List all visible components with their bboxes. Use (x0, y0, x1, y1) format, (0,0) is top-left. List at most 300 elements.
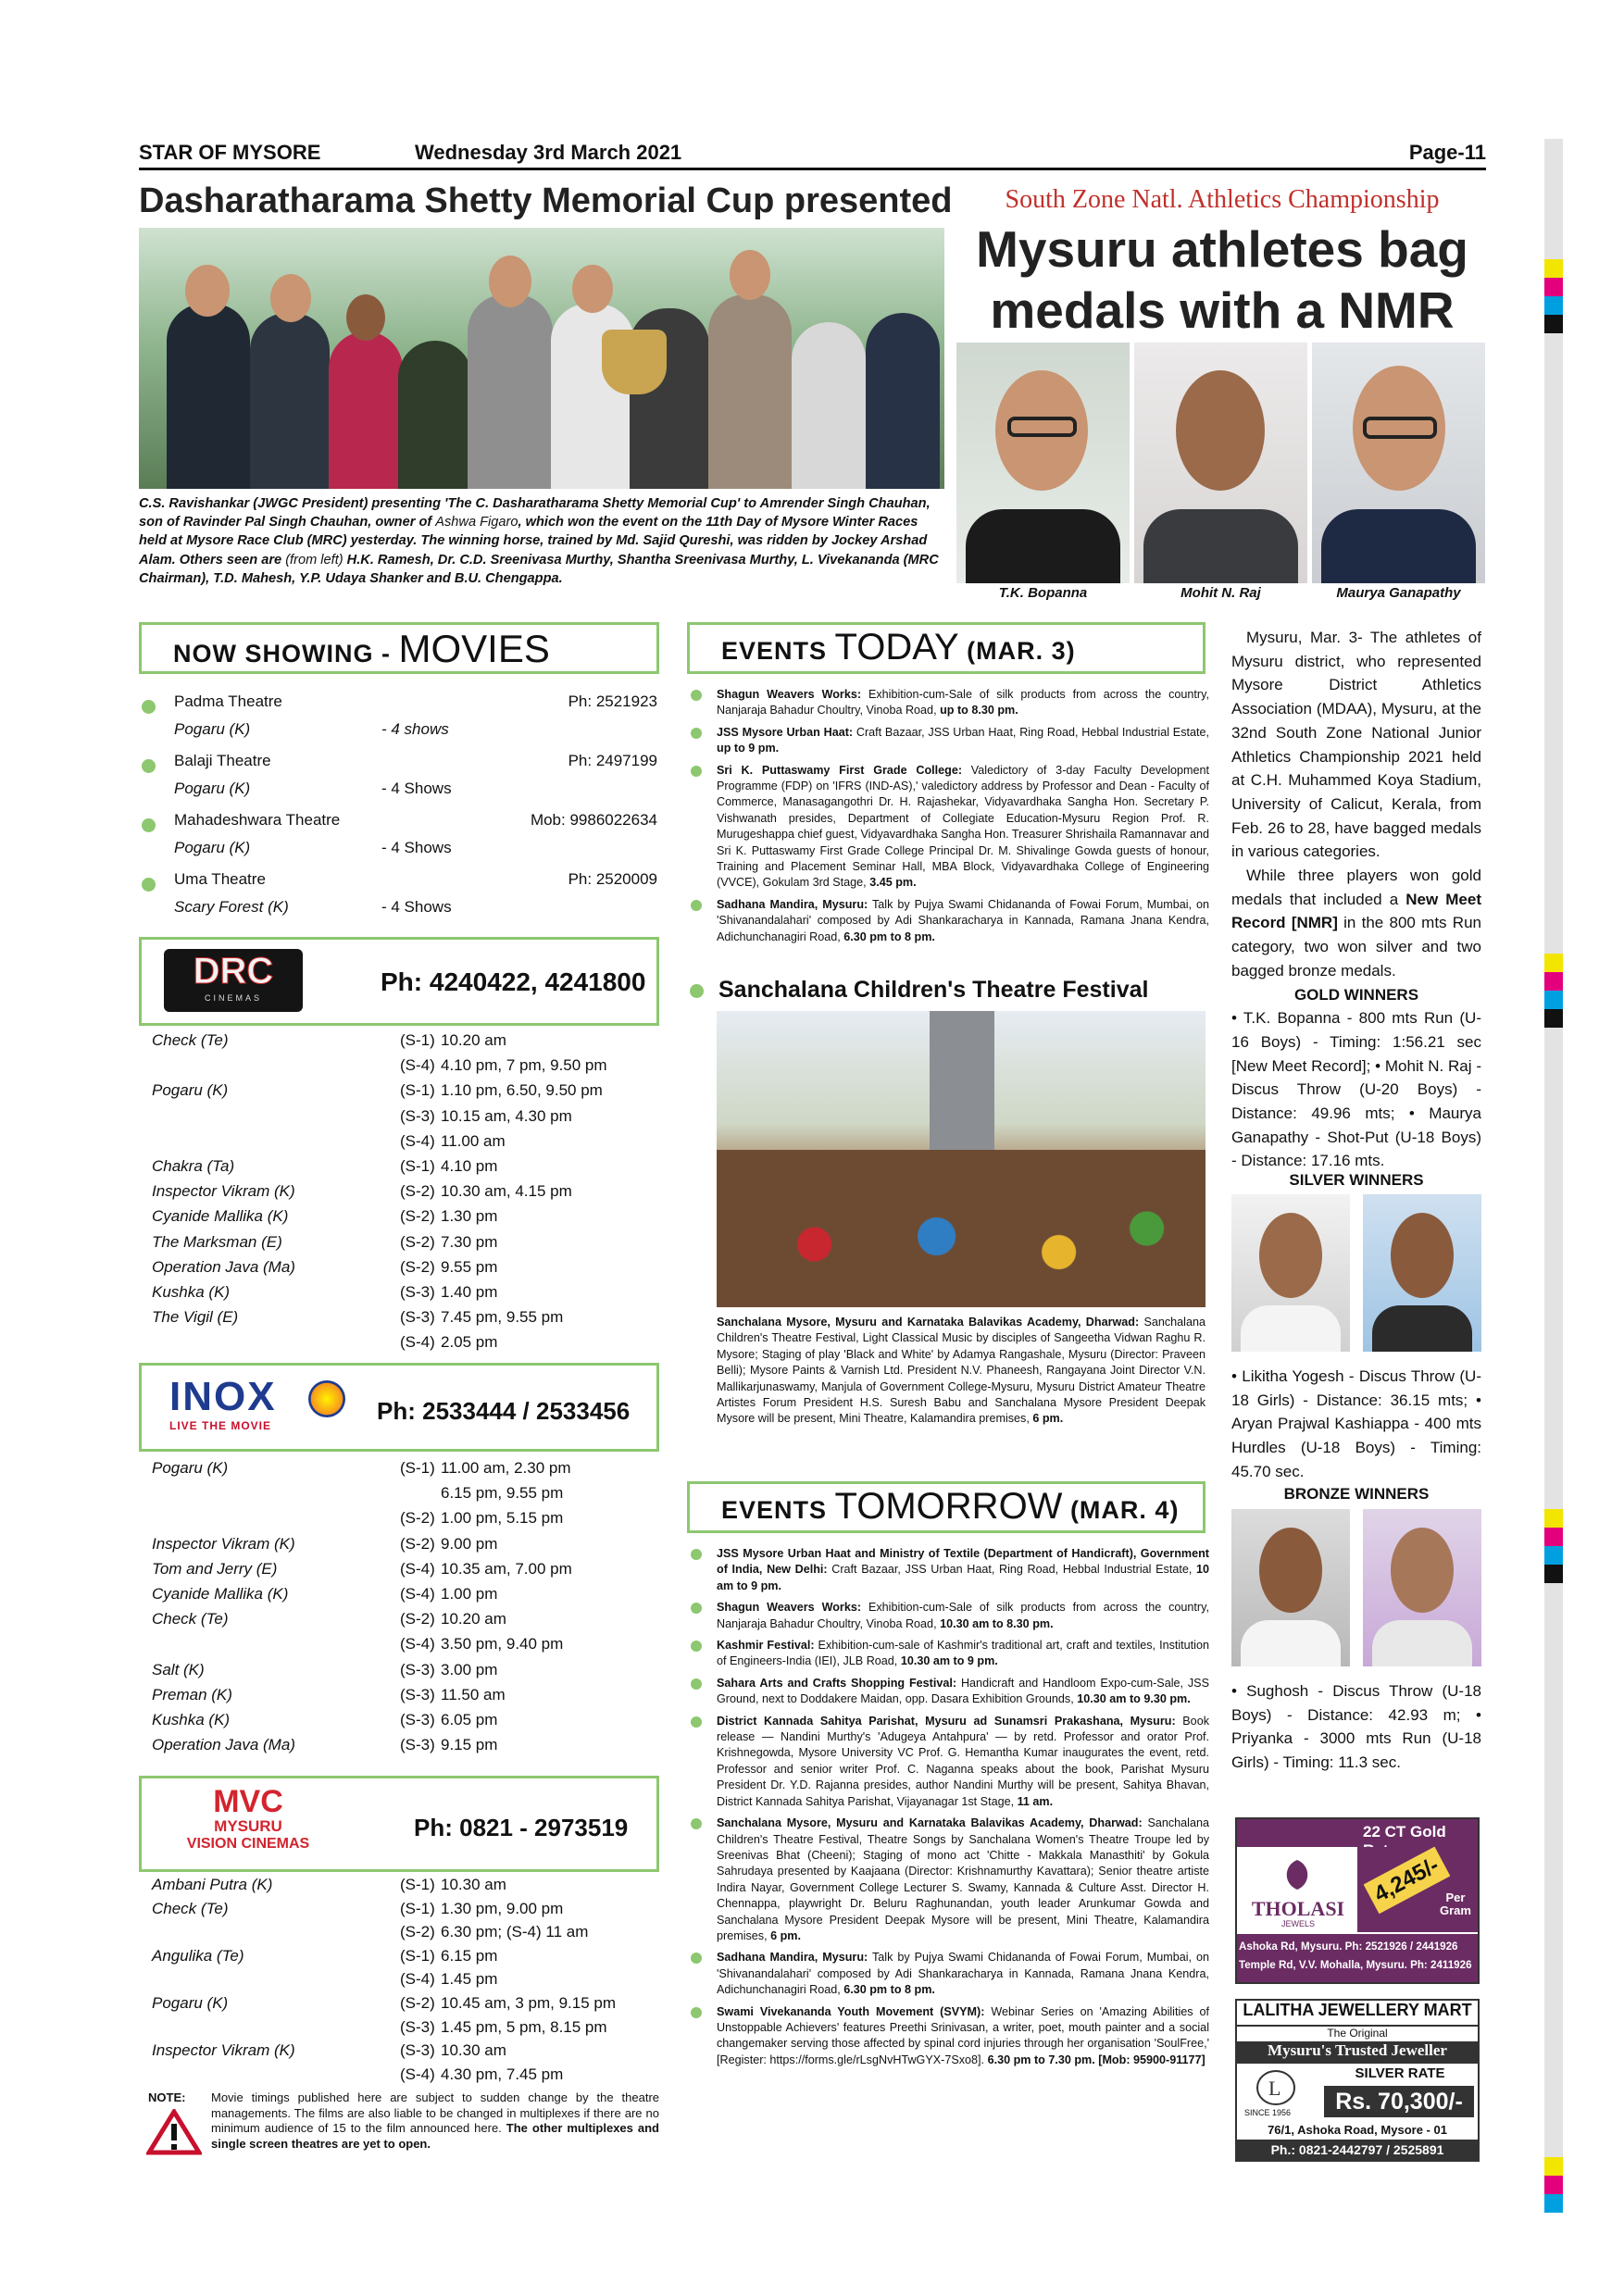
theatre-name: Balaji Theatre (174, 752, 271, 769)
mvc-header (139, 1776, 659, 1872)
magenta-swatch (1544, 1528, 1563, 1546)
silver-winners: • Likitha Yogesh - Discus Throw (U-18 Girls) - Distance: 36.15 mts; • Aryan Prajwal Kashiappa - 400 mts Hurdles (U-18 Boys) - Timing: 45.70 sec. (1231, 1367, 1481, 1480)
show-times: 3.00 pm (441, 1660, 498, 1678)
show-times: 6.30 pm; (S-4) 11 am (441, 1923, 589, 1941)
drc-logo (164, 949, 303, 1012)
event-organizer: Shagun Weavers Works: (717, 1601, 862, 1615)
event-item (687, 763, 1209, 892)
event-item (687, 1676, 1209, 1708)
gold-winners: • T.K. Bopanna - 800 mts Run (U-16 Boys) - Timing: 1:56.21 sec [New Meet Record]; • Mohit N. Raj - Discus Throw (U-20 Boys) - Distance: 49.96 mts; • Maurya Ganapathy - Shot-Put (U-18 Boys) - Distance: 17.16 mts. (1231, 1009, 1481, 1170)
tholasi-ad[interactable] (1235, 1817, 1480, 1984)
showtime-row (139, 1333, 667, 1358)
film-title: Check (Te) (152, 1031, 229, 1049)
lalitha-since: SINCE 1956 (1244, 2108, 1292, 2117)
now-showing-header (139, 622, 659, 674)
sanchalana-title: Sanchalana Children's Theatre Festival (718, 977, 1149, 1003)
events-today-list (687, 687, 1209, 951)
film-title: Preman (K) (152, 1685, 232, 1703)
showtime-row (139, 1258, 667, 1283)
film-title: Operation Java (Ma) (152, 1257, 295, 1276)
inox-header (139, 1363, 659, 1452)
show-times: 1.30 pm, 9.00 pm (441, 1899, 564, 1917)
screen-number: (S-4) (400, 1559, 435, 1578)
event-details: Talk by Pujya Swami Chidananda of Fowai Forum, Mumbai, on 'Shivanandalahari' composed by Adi Shankaracharya in Kannada, Ramana Jnana Kendra, Adichunchanagiri Road, (717, 1951, 1209, 1997)
note-label: NOTE: (148, 2090, 186, 2104)
bronze-winners: • Sughosh - Discus Throw (U-18 Boys) - Distance: 42.93 m; • Priyanka - 3000 mts Run (U-18 Girls) - Timing: 11.3 sec. (1231, 1682, 1481, 1772)
screen-number: (S-1) (400, 1459, 435, 1477)
show-times: 7.30 pm (441, 1232, 498, 1251)
show-times: 1.00 pm (441, 1585, 498, 1603)
showtime-row (139, 1107, 667, 1132)
event-item (687, 1714, 1209, 1810)
screen-number: (S-1) (400, 1031, 435, 1049)
black-swatch (1544, 1009, 1563, 1028)
bullet-icon (691, 1716, 702, 1728)
event-organizer: Sadhana Mandira, Mysuru: (717, 1951, 868, 1965)
film-title: Pogaru (K) (152, 1459, 229, 1477)
event-details: Exhibition-cum-Sale of silk products from across the country, Nanjaraja Bahadur Choultry, Vinoba Road, (717, 1601, 1209, 1630)
silver-winners-heading: SILVER WINNERS (1289, 1171, 1424, 1189)
yellow-swatch (1544, 259, 1563, 278)
theatre-name: Uma Theatre (174, 870, 266, 888)
yellow-swatch (1544, 954, 1563, 972)
screen-number: (S-1) (400, 1876, 435, 1893)
screen-number: (S-4) (400, 1333, 435, 1352)
film-title: Cyanide Mallika (K) (152, 1207, 289, 1226)
events-tomorrow-header (687, 1481, 1206, 1533)
event-item (687, 1950, 1209, 1998)
event-organizer: Swami Vivekananda Youth Movement (SVYM): (717, 2004, 985, 2018)
today-label: TODAY (834, 627, 959, 668)
event-item (687, 1546, 1209, 1594)
show-times: 1.40 pm (441, 1283, 498, 1301)
event-time: 11 am. (1017, 1794, 1054, 1808)
film-title: Pogaru (K) (152, 1994, 229, 2012)
show-times: 1.10 pm, 6.50, 9.50 pm (441, 1081, 603, 1100)
yellow-swatch (1544, 1509, 1563, 1528)
showtime-row (139, 1459, 667, 1484)
magenta-swatch (1544, 2176, 1563, 2194)
screen-number: (S-1) (400, 1946, 435, 1965)
film-title: The Vigil (E) (152, 1308, 239, 1327)
screen-number: (S-2) (400, 1994, 435, 2012)
showtime-row (139, 1081, 667, 1106)
film-title: Inspector Vikram (K) (152, 1534, 295, 1553)
bronze-photo-priyanka (1363, 1509, 1481, 1666)
mvc-logo-sub: MYSURU (214, 1817, 282, 1835)
gold-winners-heading: GOLD WINNERS (1293, 985, 1419, 1004)
magenta-swatch (1544, 972, 1563, 991)
bullet-icon (691, 766, 702, 777)
film-title: Pogaru (K) (152, 1081, 229, 1100)
cup-presentation-photo (139, 228, 944, 489)
show-times: 9.00 pm (441, 1534, 498, 1553)
screen-number: (S-3) (400, 1106, 435, 1125)
event-details: Craft Bazaar, JSS Urban Haat, Ring Road, Hebbal Industrial Estate, (827, 1563, 1196, 1577)
event-organizer: Sanchalana Mysore, Mysuru and Karnataka Balavikas Academy, Dharwad: (717, 1816, 1143, 1830)
event-time: 10.30 am to 9.30 pm. (1077, 1692, 1191, 1706)
screen-number: (S-2) (400, 1182, 435, 1201)
screen-number: (S-2) (400, 1923, 435, 1941)
event-time: 6.30 pm to 7.30 pm. [Mob: 95900-91177] (987, 2053, 1206, 2066)
gold-rate-value: 4,245/- (1364, 1847, 1450, 1914)
event-details: Handicraft and Handloom Expo-cum-Sale, JSS Ground, next to Doddakere Maidan, opp. Dasara Exhibition Grounds, (717, 1676, 1209, 1706)
event-details: Exhibition-cum-Sale of silk products from across the country, Nanjaraja Bahadur Choultry, Vinoba Road, (717, 688, 1209, 718)
gold-rate-heading: 22 CT Gold (1363, 1823, 1446, 1841)
event-organizer: Sri K. Puttaswamy First Grade College: (717, 763, 963, 777)
showtime-row (139, 1132, 667, 1157)
show-count: - 4 Shows (381, 898, 452, 916)
show-times: 3.50 pm, 9.40 pm (441, 1635, 564, 1653)
bullet-icon (691, 1818, 702, 1829)
lalitha-address: 76/1, Ashoka Road, Mysore - 01 (1268, 2123, 1447, 2137)
inox-phone: Ph: 2533444 / 2533456 (377, 1397, 631, 1425)
event-time: up to 8.30 pm. (940, 704, 1018, 718)
athlete-photo-mohit (1134, 343, 1307, 583)
svg-text:L: L (1268, 2077, 1281, 2100)
athlete-name: Mohit N. Raj (1181, 585, 1261, 601)
bullet-icon (691, 1678, 702, 1690)
mvc-logo-text: MVC (213, 1784, 283, 1819)
event-time: 10 am to 9 pm. (717, 1563, 1209, 1592)
show-times: 6.15 pm (441, 1946, 498, 1965)
cyan-swatch (1544, 2194, 1563, 2213)
show-times: 9.15 pm (441, 1736, 498, 1754)
show-times: 10.35 am, 7.00 pm (441, 1559, 572, 1578)
film-title: Check (Te) (152, 1899, 229, 1917)
show-times: 7.45 pm, 9.55 pm (441, 1308, 564, 1327)
lalitha-ad[interactable] (1235, 1999, 1480, 2162)
showtime-row (139, 1207, 667, 1232)
lead-headline: Dasharatharama Shetty Memorial Cup presented (139, 181, 953, 220)
screen-number: (S-2) (400, 1509, 435, 1528)
showtime-row (139, 1947, 667, 1971)
event-organizer: JSS Mysore Urban Haat: (717, 725, 854, 739)
athlete-photo-maurya (1312, 343, 1485, 583)
showtime-row (139, 1876, 667, 1900)
showtime-row (139, 1970, 667, 1994)
movie-title: Pogaru (K) (174, 780, 251, 797)
screen-number: (S-2) (400, 1207, 435, 1226)
show-times: 6.05 pm (441, 1711, 498, 1728)
screen-number: (S-3) (400, 1283, 435, 1301)
sanchalana-caption: Sanchalana Mysore, Mysuru and Karnataka Balavikas Academy, Dharwad: Sanchalana Children's Theatre Festival, Light Classical Music by disciples of Sangeetha Vidwan Raghu R. Mysore; Staging of play 'Black and White' by Adamya Rangashale, Mysuru (Director: Praveen Belli); Mysore Paints & Varnish Ltd. President N.V. Phaneesh, Rangayana Joint Director V.N. Mallikarjunaswamy, Manjula of Government College-Mysuru, Mysuru District Amateur Theatre Artistes Forum President H.S. Suresh Babu and Sanchalana Mysore President Deepak Mysore will be present, Mini Theatre, Kalamandira premises, 6 pm. (717, 1316, 1206, 1426)
cyan-swatch (1544, 296, 1563, 315)
event-organizer: Sadhana Mandira, Mysuru: (717, 897, 868, 911)
film-title: Inspector Vikram (K) (152, 1182, 295, 1201)
bullet-icon (691, 1549, 702, 1560)
screen-number: (S-3) (400, 1308, 435, 1327)
show-times: 10.20 am (441, 1031, 506, 1049)
screen-number: (S-3) (400, 2041, 435, 2060)
show-times: 4.10 pm (441, 1157, 498, 1175)
showtime-row (139, 2041, 667, 2065)
show-times: 11.00 am (441, 1131, 506, 1150)
show-times: 10.15 am, 4.30 pm (441, 1106, 572, 1125)
note-text: Movie timings published here are subject to sudden change by the theatre managements. The films are also liable to be changed in multiplexes if there are no minimum audience of 15 to the film announced here. The other multiplexes and single screen theatres are yet to open. (211, 2090, 659, 2151)
theatre-phone: Ph: 2520009 (568, 870, 657, 888)
drc-phone: Ph: 4240422, 4241800 (381, 967, 646, 996)
events-label: EVENTS (721, 637, 835, 665)
athletics-para: Mysuru, Mar. 3- The athletes of Mysuru district, who represented Mysore District Athletics Association (MDAA), Mysuru, at the 32nd South Zone National Junior Athletics Championship 2021 held at C.H. Muhammed Koya Stadium, University of Calicut, Kerala, from Feb. 26 to 28, have bagged medals in various categories. (1231, 629, 1481, 861)
showtime-row (139, 1900, 667, 1924)
showtime-row (139, 1509, 667, 1534)
mvc-logo (169, 1786, 327, 1867)
event-item (687, 897, 1209, 945)
drc-header (139, 937, 659, 1026)
screen-number: (S-3) (400, 1736, 435, 1754)
print-registration-strip (1544, 139, 1563, 2213)
tholasi-address: Ashoka Rd, Mysuru. Ph: 2521926 / 2441926 (1239, 1940, 1458, 1953)
showtime-row (139, 1585, 667, 1610)
show-times: 11.00 am, 2.30 pm (441, 1459, 571, 1477)
show-times: 1.00 pm, 5.15 pm (441, 1509, 564, 1528)
athletics-headline: Mysuru athletes bag medals with a NMR (976, 220, 1468, 339)
showtime-row (139, 1283, 667, 1308)
event-time: 6.30 pm to 8 pm. (843, 930, 935, 943)
lead-caption: C.S. Ravishankar (JWGC President) presenting 'The C. Dasharatharama Shetty Memorial Cup' to Amrender Singh Chauhan, son of Ravinder Pal Singh Chauhan, owner of Ashwa Figaro, which won the event on the 11th Day of Mysore Winter Races held at Mysore Race Club (MRC) yesterday. The winning horse, trained by Md. Sajid Qureshi, was ridden by Jockey Arshad Alam. Others seen are (from left) H.K. Ramesh, Dr. C.D. Sreenivasa Murthy, Shantha Sreenivasa Murthy, L. Vivekananda (MRC Chairman), T.D. Mahesh, Y.P. Udaya Shanker and B.U. Chengappa. (139, 496, 939, 586)
event-details: Sanchalana Children's Theatre Festival, Theatre Songs by Sanchalana Women's Theatre Troupe led by Sreenivas Bhat (Cheeni); Staging of mono act 'Chitte - Makkala Manasthiti' by Gokula Sahrudaya presented by Kaajaana (Director: Krishnamurthy Kavattara); Senior theatre artiste Indira Nayar, Government College Lecturer S. Swamy, Kannada & Culture Asst. Director H. Chennappa, playwright Dr. Beluru Raghunandan, youth leader Arunkumar Gowda and Sanchalana Mysore President Deepak Mysore will be present, Mini Theatre, Kalamandira premises, (717, 1816, 1209, 1942)
lalitha-tagline: Mysuru's Trusted Jeweller (1237, 2041, 1478, 2064)
show-times: 10.45 am, 3 pm, 9.15 pm (441, 1994, 616, 2012)
issue-date: Wednesday 3rd March 2021 (415, 141, 682, 164)
lalitha-name: LALITHA JEWELLERY MART (1237, 2001, 1478, 2027)
showtime-row (139, 1923, 667, 1947)
showtime-row (139, 1736, 667, 1761)
event-time: 3.45 pm. (869, 876, 917, 890)
showtime-row (139, 1635, 667, 1660)
showtime-row (139, 1610, 667, 1635)
event-time: 10.30 am to 8.30 pm. (940, 1616, 1054, 1630)
screen-number: (S-2) (400, 1232, 435, 1251)
film-title: Chakra (Ta) (152, 1157, 235, 1175)
athlete-name: Maurya Ganapathy (1336, 585, 1461, 601)
showtime-row (139, 1157, 667, 1182)
event-organizer: JSS Mysore Urban Haat and Ministry of Textile (Department of Handicraft), Government of India, New Delhi: (717, 1547, 1209, 1577)
event-organizer: Shagun Weavers Works: (717, 688, 862, 701)
film-title: Angulika (Te) (152, 1946, 244, 1965)
event-organizer: District Kannada Sahitya Parishat, Mysuru ad Sunamsri Prakashana, Mysuru: (717, 1714, 1176, 1728)
black-swatch (1544, 315, 1563, 333)
screen-number: (S-1) (400, 1157, 435, 1175)
mvc-phone: Ph: 0821 - 2973519 (414, 1814, 629, 1841)
screen-number: (S-4) (400, 1056, 435, 1075)
tholasi-brand: THOLASI (1251, 1897, 1345, 1920)
show-times: 1.45 pm, 5 pm, 8.15 pm (441, 2017, 607, 2036)
showtime-row (139, 1661, 667, 1686)
event-item (687, 1816, 1209, 1944)
bullet-icon (691, 1603, 702, 1614)
event-time: up to 9 pm. (717, 742, 780, 755)
page-number: Page-11 (1408, 141, 1486, 164)
mvc-logo-sub: VISION CINEMAS (186, 1836, 310, 1852)
showtime-row (139, 1233, 667, 1258)
now-showing-label: NOW SHOWING - (173, 640, 399, 668)
event-details: Talk by Pujya Swami Chidananda of Fowai Forum, Mumbai, on 'Shivanandalahari' composed by Adi Shankaracharya in Kannada, Ramana Jnana Kendra, Adichunchanagiri Road, (717, 897, 1209, 943)
film-title: Salt (K) (152, 1660, 205, 1678)
show-times: 9.55 pm (441, 1257, 498, 1276)
black-swatch (1544, 1565, 1563, 1583)
bronze-winners-heading: BRONZE WINNERS (1283, 1485, 1430, 1503)
bullet-icon (691, 2007, 702, 2018)
tholasi-logo-icon (1274, 1856, 1320, 1893)
show-count: - 4 Shows (381, 780, 452, 797)
inox-logo-sub: LIVE THE MOVIE (169, 1419, 272, 1432)
date-label: (MAR. 4) (1062, 1496, 1180, 1524)
show-times: 1.30 pm (441, 1207, 498, 1226)
movies-label: MOVIES (398, 627, 550, 670)
event-details: Book release — Nandini Murthy's 'Adugeya Antahpura' — by retd. Professor and orator Prof. Krishnegowda, Mysore University VC Prof. G. Hemantha Kumar inaugurates the event, retd. Professor and senior writer Prof. C. Naganna speaks about the book, Parishat Mysuru President Dr. Y.D. Rajanna presides, author Nandini Murthy will be present, Sahitya Bhavan, District Kannada Sahitya Parishat, Vijayanagar 1st Stage, (717, 1714, 1209, 1808)
bullet-icon (691, 1641, 702, 1652)
theatre-phone: Ph: 2521923 (568, 693, 657, 710)
event-details: Webinar Series on 'Amazing Abilities of Unstoppable Achievers' features Preethi Srinivasan, a writer, poet, mouth painter and a social changemaker serving those affected by spinal cord injuries through her organisation 'SoulFree,' [Register: https://forms.gle/rLsgNvHTwGYX-7Sxo8]. (717, 2004, 1209, 2066)
show-times: 2.05 pm (441, 1333, 498, 1352)
event-time: 6 pm. (770, 1928, 801, 1942)
warning-icon (146, 2109, 202, 2155)
show-times: 10.30 am (441, 1876, 506, 1893)
film-title: Ambani Putra (K) (152, 1876, 273, 1893)
event-details: Craft Bazaar, JSS Urban Haat, Ring Road, Hebbal Industrial Estate, (853, 725, 1210, 739)
date-label: (MAR. 3) (958, 637, 1076, 665)
film-title: The Marksman (E) (152, 1232, 282, 1251)
bullet-icon (691, 1953, 702, 1964)
screen-number: (S-2) (400, 1534, 435, 1553)
screen-number: (S-4) (400, 2065, 435, 2083)
showtime-row (139, 1031, 667, 1056)
cyan-swatch (1544, 991, 1563, 1009)
show-times: 6.15 pm, 9.55 pm (441, 1484, 564, 1503)
screen-number: (S-3) (400, 1711, 435, 1728)
show-times: 10.30 am, 4.15 pm (441, 1182, 572, 1201)
events-tomorrow-list (687, 1546, 1209, 2074)
showtime-row (139, 1182, 667, 1207)
inox-logo (169, 1375, 336, 1440)
screen-number: (S-4) (400, 1131, 435, 1150)
theatre-phone: Ph: 2497199 (568, 752, 657, 769)
bronze-photo-sughosh (1231, 1509, 1350, 1666)
drc-logo-sub: CINEMAS (204, 993, 262, 1003)
magenta-swatch (1544, 278, 1563, 296)
film-title: Tom and Jerry (E) (152, 1559, 278, 1578)
event-item (687, 725, 1209, 757)
drc-logo-text: DRC (193, 951, 274, 992)
event-organizer: Kashmir Festival: (717, 1639, 815, 1653)
event-item (687, 1600, 1209, 1632)
athletics-para: While three players won gold medals that included a New Meet Record [NMR] in the 800 mts Run category, two won silver and two bagged bronze medals. (1231, 867, 1481, 980)
movie-title: Scary Forest (K) (174, 898, 289, 916)
bullet-icon (691, 900, 702, 911)
film-title: Cyanide Mallika (K) (152, 1585, 289, 1603)
athletics-body (1231, 626, 1481, 1173)
event-item (687, 1638, 1209, 1670)
tomorrow-label: TOMORROW (834, 1486, 1063, 1527)
silver-rate-value: Rs. 70,300/- (1324, 2086, 1474, 2117)
movies-note (139, 2090, 659, 2165)
gold-rate-unit: Per Gram (1440, 1890, 1471, 1917)
film-title: Kushka (K) (152, 1283, 231, 1301)
event-details: Exhibition-cum-sale of Kashmir's traditional art, craft and textiles, Institution of Engineers-India (IEI), JLB Road, (717, 1639, 1209, 1668)
screen-number: (S-2) (400, 1610, 435, 1628)
theatre-phone: Mob: 9986022634 (530, 811, 657, 829)
theatre-list (139, 693, 667, 933)
events-label: EVENTS (721, 1496, 835, 1524)
events-today-header (687, 622, 1206, 674)
tholasi-brand-sub: JEWELS (1280, 1919, 1315, 1928)
screen-number: (S-2) (400, 1257, 435, 1276)
movie-title: Pogaru (K) (174, 839, 251, 856)
film-title: Kushka (K) (152, 1711, 231, 1728)
event-details: Valedictory of 3-day Faculty Development Programme (FDP) on 'IFRS (IND-AS),' valedictory address by Professor and Dean - Faculty of Commerce, Manasagangothri Dr. H. Rajashekar, Vidyavardhaka Sangha Hon. Secretary P. Vishwanath presides, Department of Collegiate Education-Mysuru Region Prof. R. Murugeshappa chief guest, Vidyavardhaka Sangha Hon. Treasurer Shrishaila Ramannavar and Sri K. Puttaswamy First Grade College Principal Dr. M. Shivalinge Gowda guests of honour, Training and Placement Seminar Hall, MBA Block, Vidyavardhaka College of Engineering (VVCE), Gokulam 3rd Stage, (717, 763, 1209, 890)
showtime-row (139, 2018, 667, 2042)
silver-photo-aryan (1363, 1194, 1481, 1352)
masthead (139, 139, 1486, 170)
event-item (687, 687, 1209, 719)
movie-title: Pogaru (K) (174, 720, 251, 738)
cyan-swatch (1544, 1546, 1563, 1565)
event-item (687, 2004, 1209, 2069)
film-title: Inspector Vikram (K) (152, 2041, 295, 2060)
screen-number: (S-3) (400, 1660, 435, 1678)
showtime-row (139, 1056, 667, 1081)
film-title: Check (Te) (152, 1610, 229, 1628)
athlete-photo-bopanna (956, 343, 1130, 583)
lalitha-sub: The Original (1327, 2027, 1388, 2040)
screen-number: (S-1) (400, 1081, 435, 1100)
screen-number: (S-3) (400, 2017, 435, 2036)
screen-number: (S-4) (400, 1585, 435, 1603)
event-time: 10.30 am to 9 pm. (900, 1654, 998, 1668)
screen-number: (S-3) (400, 1685, 435, 1703)
screen-number: (S-1) (400, 1899, 435, 1917)
showtime-row (139, 1711, 667, 1736)
bullet-icon (691, 728, 702, 739)
screen-number: (S-4) (400, 1635, 435, 1653)
showtime-row (139, 1686, 667, 1711)
show-times: 10.30 am (441, 2041, 506, 2060)
showtime-row (139, 2065, 667, 2090)
showtime-row (139, 1560, 667, 1585)
athletics-kicker: South Zone Natl. Athletics Championship (1005, 185, 1440, 214)
paper-name: STAR OF MYSORE (139, 141, 321, 164)
sanchalana-photo (717, 1011, 1206, 1307)
theatre-name: Padma Theatre (174, 693, 282, 710)
showtime-row (139, 1484, 667, 1509)
show-times: 11.50 am (441, 1685, 506, 1703)
showtime-row (139, 1994, 667, 2018)
inox-logo-text: INOX (169, 1374, 277, 1419)
event-time: 6.30 pm to 8 pm. (843, 1983, 935, 1997)
lalitha-phone: Ph.: 0821-2442797 / 2525891 (1237, 2140, 1478, 2160)
showtime-row (139, 1308, 667, 1333)
tholasi-address: Temple Rd, V.V. Mohalla, Mysuru. Ph: 2411926 (1239, 1959, 1472, 1971)
theatre-name: Mahadeshwara Theatre (174, 811, 341, 829)
film-title: Operation Java (Ma) (152, 1736, 295, 1754)
lalitha-logo-icon (1250, 2067, 1302, 2108)
show-times: 4.10 pm, 7 pm, 9.50 pm (441, 1056, 607, 1075)
show-times: 4.30 pm, 7.45 pm (441, 2065, 564, 2083)
showtime-row (139, 1535, 667, 1560)
show-times: 1.45 pm (441, 1970, 498, 1989)
screen-number: (S-4) (400, 1970, 435, 1989)
athlete-name: T.K. Bopanna (998, 585, 1088, 601)
show-times: 10.20 am (441, 1610, 506, 1628)
bullet-icon (691, 690, 702, 701)
show-count: - 4 Shows (381, 839, 452, 856)
silver-rate-heading: SILVER RATE (1355, 2065, 1445, 2081)
silver-photo-likitha (1231, 1194, 1350, 1352)
show-count: - 4 shows (381, 720, 449, 738)
event-organizer: Sahara Arts and Crafts Shopping Festival: (717, 1676, 957, 1690)
